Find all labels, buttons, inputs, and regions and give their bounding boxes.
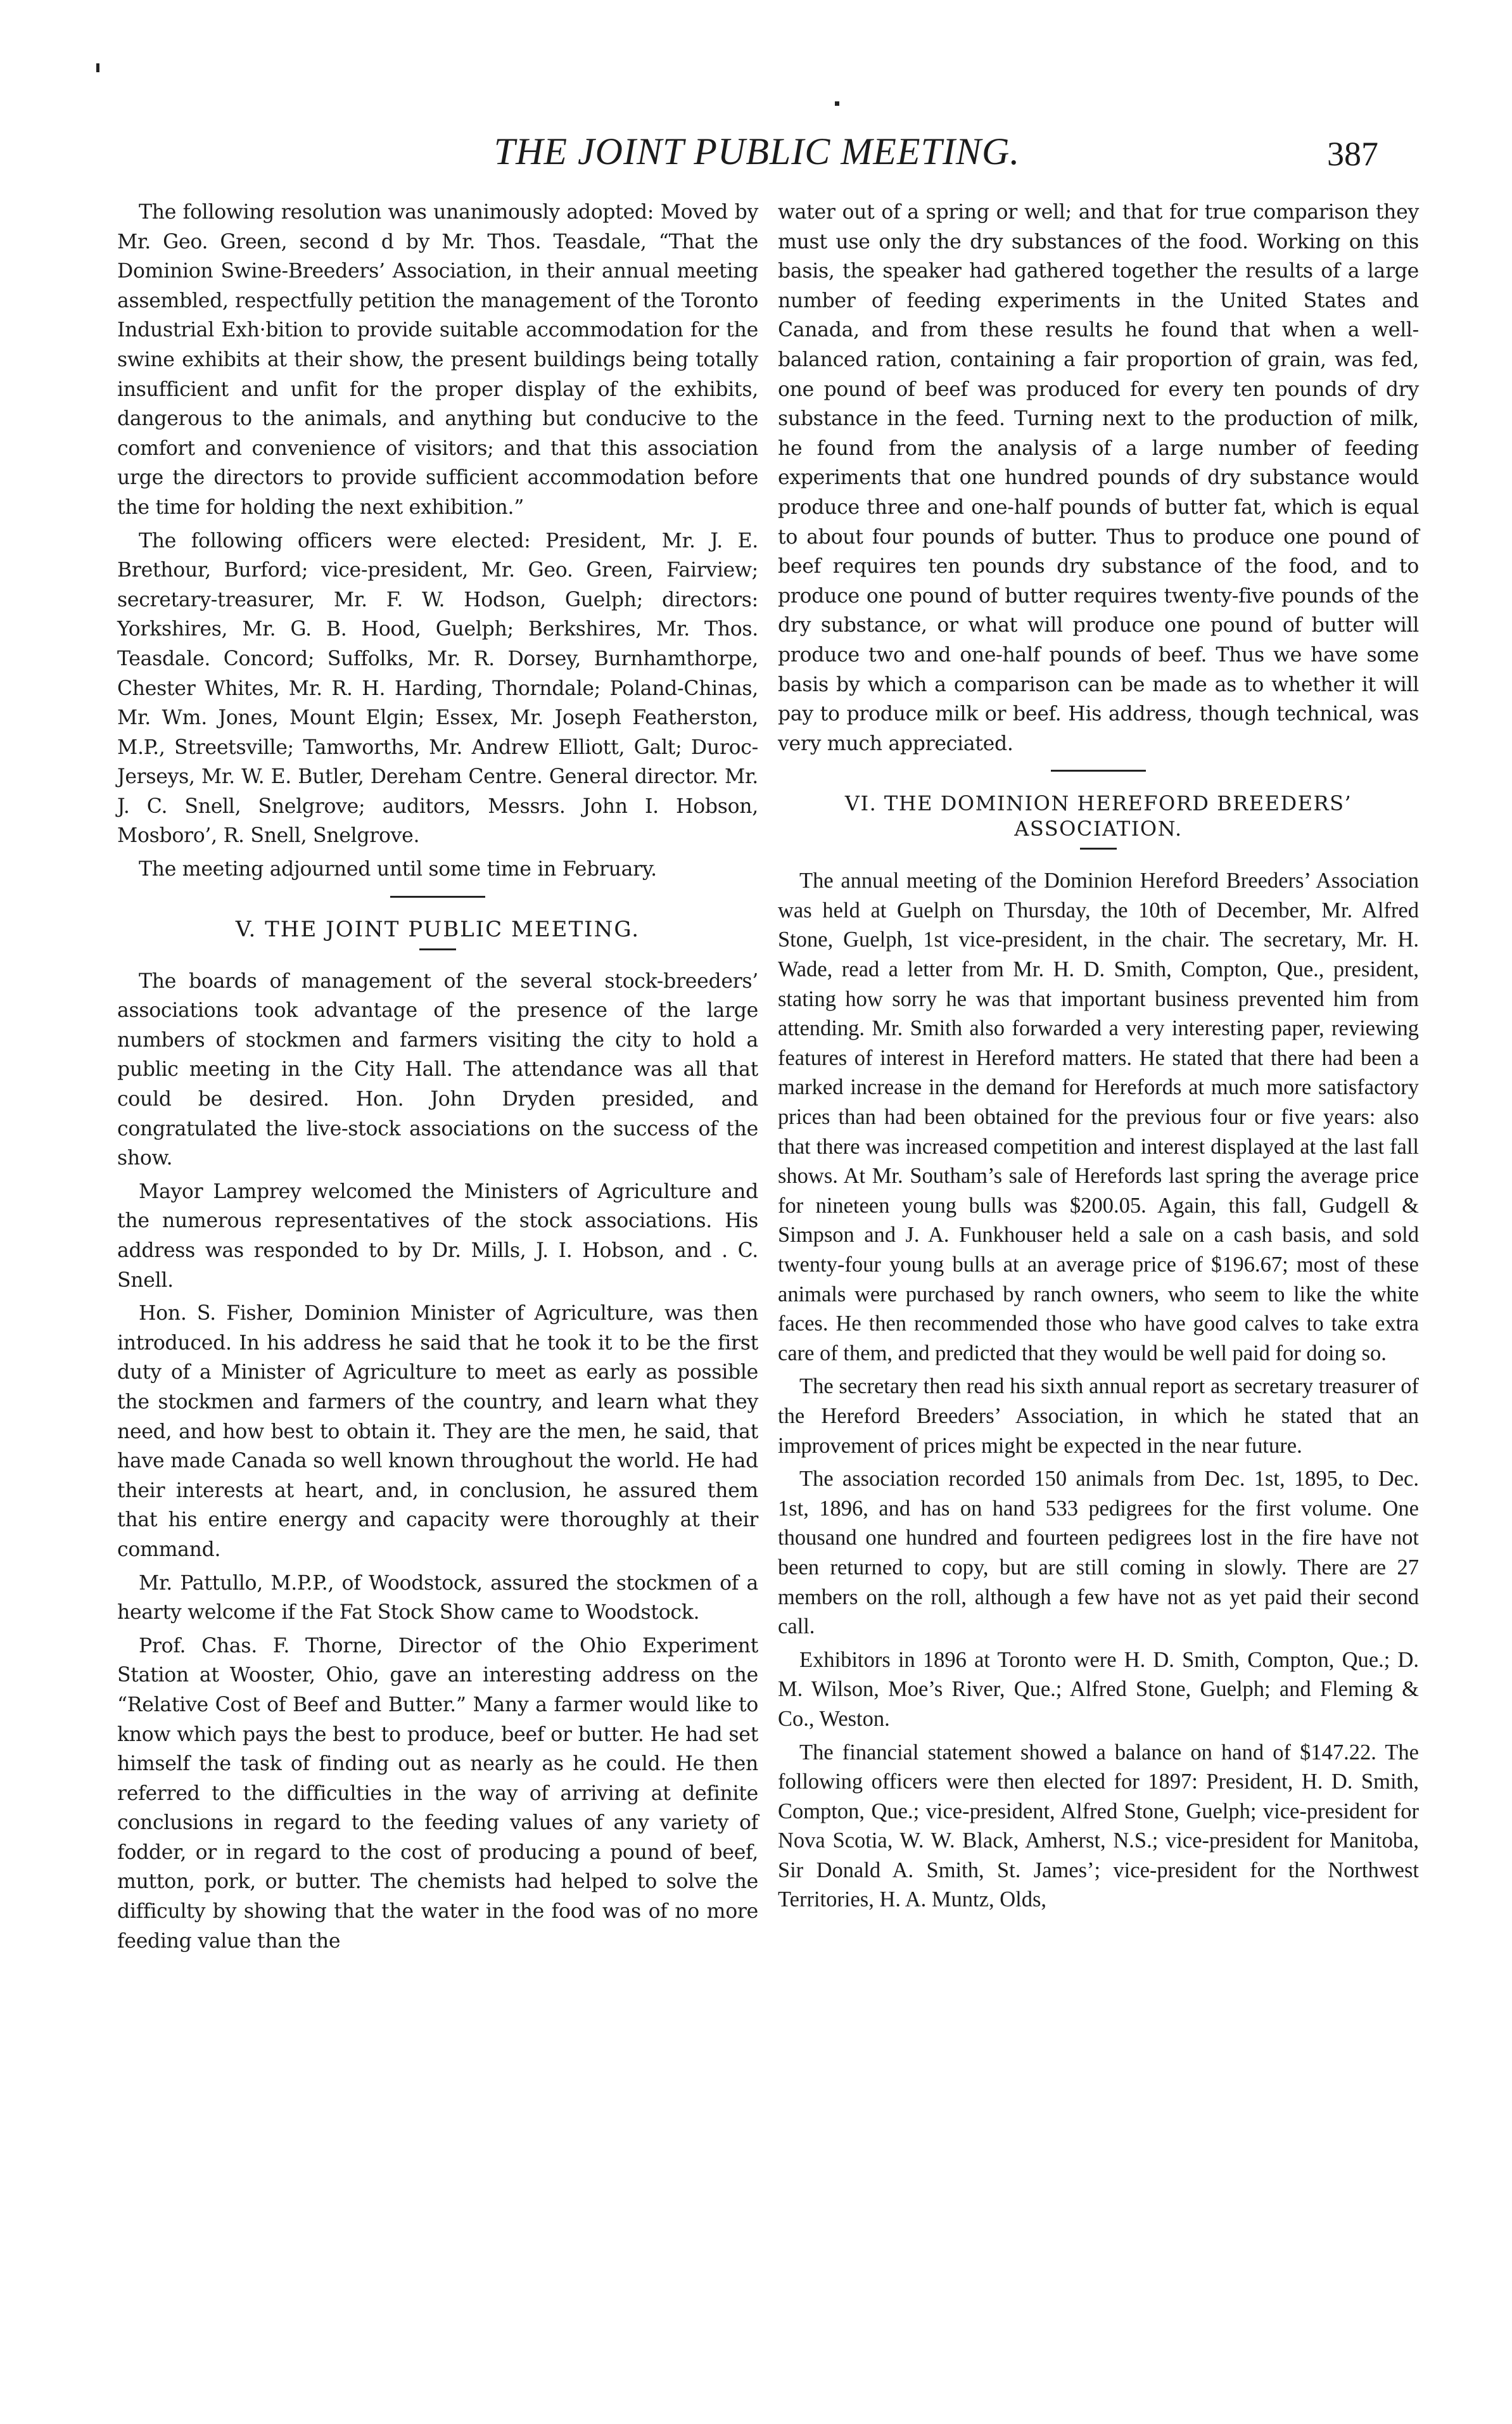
paragraph-boards: The boards of management of the several stock-breeders’ associations took advantage of the presence of the large numbers of stockmen and farmers visiting the city to hold a public meeting in the City Hall. The attendance was all that could be desired. Hon. John Dryden presided, and congratulated the live-stock associations on the success of the show. xyxy=(117,969,758,1170)
page-number: 387 xyxy=(1327,135,1378,173)
margin-speck xyxy=(96,63,99,72)
section-heading-vi xyxy=(778,791,1419,841)
paragraph-secretary-report: The secretary then read his sixth annual report as secretary treasurer of the Hereford Breeders’ Association, in which he stated that an improvement of prices might be expected in the near future. xyxy=(778,1374,1419,1458)
paragraph-thorne: Prof. Chas. F. Thorne, Director of the Ohio Experiment Station at Wooster, Ohio, gave an interesting address on the “Relative Cost of Beef and Butter.” Many a farmer would like to know which pays the best to produce, beef or butter. He had set himself the task of finding out as nearly as he could. He then referred to the difficulties in the way of arriving at definite conclusions in regard to the feeding values of any variety of fodder, or in regard to the cost of producing a pound of beef, mutton, pork, or butter. The chemists had helped to solve the difficulty by showing that the water in the food was of no more feeding value than the xyxy=(117,1634,758,1953)
heading-rule xyxy=(1080,848,1117,850)
section-heading-vi-line2: ASSOCIATION. xyxy=(1014,817,1183,841)
paragraph-resolution: The following resolution was unanimously adopted: Moved by Mr. Geo. Green, second d by Mr. Thos. Teasdale, “That the Dominion Swine-Breeders’ Association, in their annual meeting assembled, respectfully petition the management of the Toronto Industrial Exh·bition to provide suitable accommodation for the swine exhibits at their show, the present buildings being totally insufficient and unfit for the proper display of the exhibits, dangerous to the animals, and anything but conducive to the comfort and convenience of visitors; and that this association urge the directors to provide sufficient accommodation before the time for holding the next exhibition.” xyxy=(117,201,758,519)
running-title: THE JOINT PUBLIC MEETING. xyxy=(493,131,1020,172)
paragraph-pattullo: Mr. Pattullo, M.P.P., of Woodstock, assured the stockmen of a hearty welcome if the Fat Stock Show came to Woodstock. xyxy=(117,1571,758,1624)
section-heading-v: V. THE JOINT PUBLIC MEETING. xyxy=(235,916,640,942)
margin-speck xyxy=(835,101,839,106)
paragraph-continued: water out of a spring or well; and that for true comparison they must use only the dry substances of the food. Working on this basis, the speaker had gathered together the results of a large number of feeding experiments in the United States and Canada, and from these results he found that when a well-balanced ration, containing a fair proportion of grain, was fed, one pound of beef was produced for every ten pounds of dry substance in the feed. Turning next to the production of milk, he found from the analysis of a large number of feeding experiments that one hundred pounds of dry substance would produce three and one-half pounds of butter fat, which is equal to about four pounds of butter. Thus to produce one pound of beef requires ten pounds dry substance of the food, and to produce one pound of butter requires twenty-five pounds of the dry substance, or what will produce one pound of butter will produce two and one-half pounds of beef. Thus we have some basis by which a comparison can be made as to whether it will pay to produce milk or beef. His address, though technical, was very much appreciated. xyxy=(778,201,1419,755)
paragraph-officers: The following officers were elected: President, Mr. J. E. Brethour, Burford; vice-president, Mr. Geo. Green, Fairview; secretary-treasurer, Mr. F. W. Hodson, Guelph; directors: Yorkshires, Mr. G. B. Hood, Guelph; Berkshires, Mr. Thos. Teasdale. Concord; Suffolks, Mr. R. Dorsey, Burnhamthorpe, Chester Whites, Mr. R. H. Harding, Thorndale; Poland-Chinas, Mr. Wm. Jones, Mount Elgin; Essex, Mr. Joseph Featherston, M.P., Streetsville; Tamworths, Mr. Andrew Elliott, Galt; Duroc-Jerseys, Mr. W. E. Butler, Dereham Centre. General director. Mr. J. C. Snell, Snelgrove; auditors, Messrs. John I. Hobson, Mosboro’, R. Snell, Snelgrove. xyxy=(117,529,758,848)
left-column xyxy=(117,198,758,1960)
heading-rule xyxy=(419,948,456,950)
paragraph-hereford-meeting: The annual meeting of the Dominion Hereford Breeders’ Association was held at Guelph on Thursday, the 10th of December, Mr. Alfred Stone, Guelph, 1st vice-president, in the chair. The secretary, Mr. H. Wade, read a letter from Mr. H. D. Smith, Compton, Que., president, stating how sorry he was that important business prevented him from attending. Mr. Smith also forwarded a very interesting paper, reviewing features of interest in Hereford matters. He stated that there had been a marked increase in the demand for Herefords at much more satisfactory prices than had been obtained for the previous four or five years: also that there was increased competition and interest displayed at the last fall shows. At Mr. Southam’s sale of Herefords last spring the average price for nineteen young bulls was $200.05. Again, this fall, Gudgell & Simpson and J. A. Funkhouser held a sale on a cash basis, and sold twenty-four young bulls at an average price of $196.67; most of these animals were purchased by ranch owners, who seem to like the white faces. He then recommended those who have good calves to take extra care of them, and predicted that they would be well paid for doing so. xyxy=(778,869,1419,1365)
paragraph-recorded: The association recorded 150 animals from Dec. 1st, 1895, to Dec. 1st, 1896, and has on hand 533 pedigrees for the first volume. One thousand one hundred and fourteen pedigrees lost in the fire have not been returned to copy, but are still coming in slowly. There are 27 members on the roll, although a few have not as yet paid their second call. xyxy=(778,1467,1419,1639)
paragraph-adjourned: The meeting adjourned until some time in February. xyxy=(139,858,657,881)
paragraph-exhibitors: Exhibitors in 1896 at Toronto were H. D. Smith, Compton, Que.; D. M. Wilson, Moe’s River, Que.; Alfred Stone, Guelph; and Fleming & Co., Weston. xyxy=(778,1647,1419,1731)
section-heading-vi-line1: VI. THE DOMINION HEREFORD BREEDERS’ xyxy=(844,791,1352,816)
section-divider xyxy=(1051,770,1146,772)
paragraph-financial: The financial statement showed a balance on hand of $147.22. The following officers were then elected for 1897: President, H. D. Smith, Compton, Que.; vice-president, Alfred Stone, Guelph; vice-president for Nova Scotia, W. W. Black, Amherst, N.S.; vice-president for Manitoba, Sir Donald A. Smith, St. James’; vice-president for the Northwest Territories, H. A. Muntz, Olds, xyxy=(778,1740,1419,1912)
paragraph-fisher: Hon. S. Fisher, Dominion Minister of Agriculture, was then introduced. In his address he said that he took it to be the first duty of a Minister of Agriculture to meet as early as possible the stockmen and farmers of the country, and learn what they need, and how best to obtain it. They are the men, he said, that have made Canada so well known throughout the world. He had their interests at heart, and, in conclusion, he assured them that his entire energy and capacity were thoroughly at their command. xyxy=(117,1302,758,1561)
section-divider xyxy=(390,896,485,898)
right-column xyxy=(778,198,1419,1918)
paragraph-mayor: Mayor Lamprey welcomed the Ministers of Agriculture and the numerous representatives of the stock associations. His address was responded to by Dr. Mills, J. I. Hobson, and . C. Snell. xyxy=(117,1180,758,1292)
